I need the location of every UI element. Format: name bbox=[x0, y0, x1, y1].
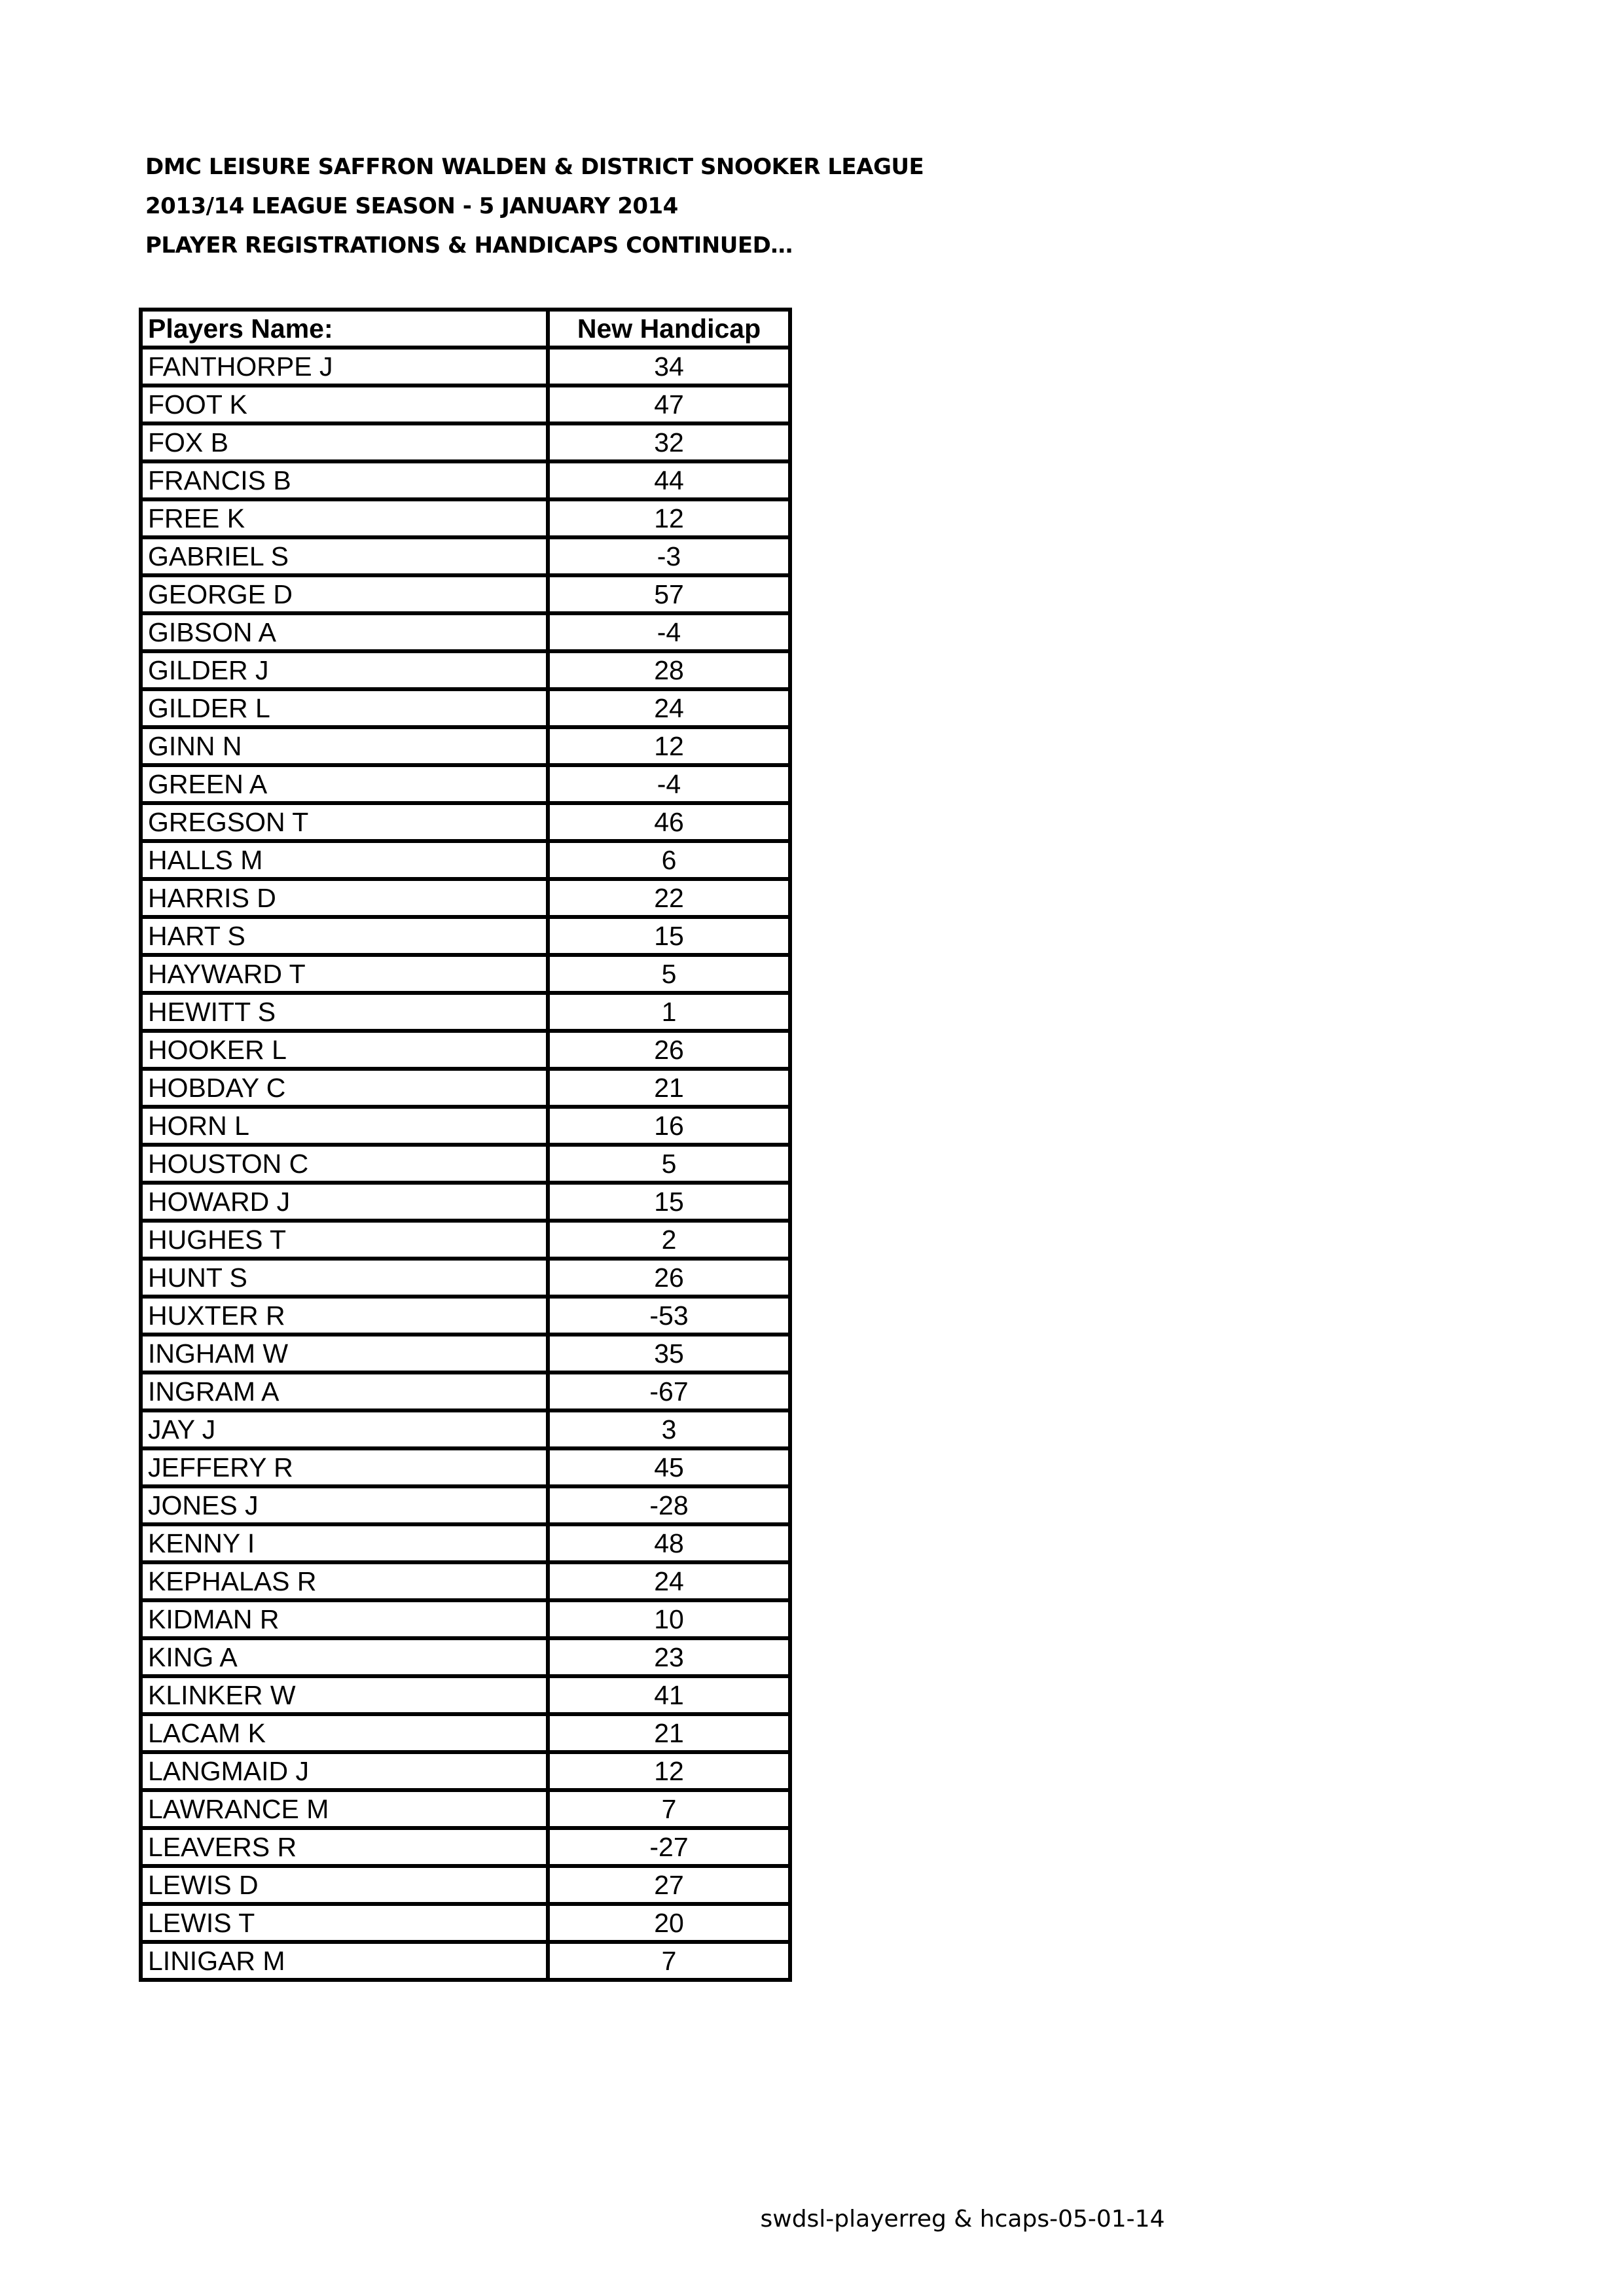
handicap-cell: 15 bbox=[548, 917, 790, 955]
table-row bbox=[141, 689, 790, 727]
player-name-cell: LEWIS D bbox=[141, 1866, 548, 1904]
table-row bbox=[141, 1866, 790, 1904]
player-name-cell: GINN N bbox=[141, 727, 548, 765]
handicap-cell: 57 bbox=[548, 575, 790, 613]
player-name-cell: KENNY I bbox=[141, 1524, 548, 1562]
handicap-cell: 26 bbox=[548, 1259, 790, 1297]
table-row bbox=[141, 386, 790, 423]
player-name-cell: GABRIEL S bbox=[141, 537, 548, 575]
column-header-new-handicap: New Handicap bbox=[548, 310, 790, 348]
handicap-cell: 15 bbox=[548, 1183, 790, 1221]
table-row bbox=[141, 803, 790, 841]
table-row bbox=[141, 461, 790, 499]
document-header bbox=[145, 147, 924, 265]
player-name-cell: KEPHALAS R bbox=[141, 1562, 548, 1600]
handicap-cell: 28 bbox=[548, 651, 790, 689]
table-row bbox=[141, 1448, 790, 1486]
table-row bbox=[141, 955, 790, 993]
handicap-cell: 10 bbox=[548, 1600, 790, 1638]
player-name-cell: HUXTER R bbox=[141, 1297, 548, 1335]
table-row bbox=[141, 613, 790, 651]
table-row bbox=[141, 1638, 790, 1676]
table-row bbox=[141, 537, 790, 575]
table-row bbox=[141, 1410, 790, 1448]
player-name-cell: HARRIS D bbox=[141, 879, 548, 917]
handicap-cell: 24 bbox=[548, 689, 790, 727]
handicap-cell: 32 bbox=[548, 423, 790, 461]
handicap-cell: 24 bbox=[548, 1562, 790, 1600]
handicap-cell: 20 bbox=[548, 1904, 790, 1942]
table-row bbox=[141, 1600, 790, 1638]
handicap-cell: 12 bbox=[548, 499, 790, 537]
section-title: PLAYER REGISTRATIONS & HANDICAPS CONTINUED… bbox=[145, 232, 793, 259]
player-name-cell: HOWARD J bbox=[141, 1183, 548, 1221]
league-title: DMC LEISURE SAFFRON WALDEN & DISTRICT SNOOKER LEAGUE bbox=[145, 154, 924, 180]
handicap-cell: 26 bbox=[548, 1031, 790, 1069]
table-row bbox=[141, 499, 790, 537]
player-name-cell: GILDER J bbox=[141, 651, 548, 689]
handicap-cell: -3 bbox=[548, 537, 790, 575]
footer-filename: swdsl-playerreg & hcaps-05-01-14 bbox=[760, 2206, 1165, 2233]
handicap-cell: 21 bbox=[548, 1714, 790, 1752]
player-name-cell: HUNT S bbox=[141, 1259, 548, 1297]
handicap-cell: 34 bbox=[548, 348, 790, 386]
table-row bbox=[141, 1790, 790, 1828]
player-name-cell: GREEN A bbox=[141, 765, 548, 803]
player-name-cell: HUGHES T bbox=[141, 1221, 548, 1259]
table-row bbox=[141, 1828, 790, 1866]
table-row bbox=[141, 575, 790, 613]
player-name-cell: FANTHORPE J bbox=[141, 348, 548, 386]
player-name-cell: HOOKER L bbox=[141, 1031, 548, 1069]
handicap-cell: 41 bbox=[548, 1676, 790, 1714]
player-name-cell: JONES J bbox=[141, 1486, 548, 1524]
table-row bbox=[141, 917, 790, 955]
table-header-row bbox=[141, 310, 790, 348]
player-name-cell: FREE K bbox=[141, 499, 548, 537]
table-row bbox=[141, 1107, 790, 1145]
player-name-cell: GIBSON A bbox=[141, 613, 548, 651]
handicap-cell: 2 bbox=[548, 1221, 790, 1259]
handicap-cell: 48 bbox=[548, 1524, 790, 1562]
player-name-cell: HOBDAY C bbox=[141, 1069, 548, 1107]
player-name-cell: JAY J bbox=[141, 1410, 548, 1448]
player-name-cell: KIDMAN R bbox=[141, 1600, 548, 1638]
table-row bbox=[141, 1031, 790, 1069]
handicap-cell: 47 bbox=[548, 386, 790, 423]
handicap-cell: -53 bbox=[548, 1297, 790, 1335]
table-row bbox=[141, 1676, 790, 1714]
table-row bbox=[141, 1942, 790, 1980]
table-row bbox=[141, 765, 790, 803]
handicap-cell: 21 bbox=[548, 1069, 790, 1107]
handicap-cell: 5 bbox=[548, 955, 790, 993]
table-row bbox=[141, 1297, 790, 1335]
table-row bbox=[141, 879, 790, 917]
table-row bbox=[141, 1259, 790, 1297]
player-name-cell: INGHAM W bbox=[141, 1335, 548, 1372]
player-name-cell: KING A bbox=[141, 1638, 548, 1676]
player-name-cell: HART S bbox=[141, 917, 548, 955]
handicap-cell: 16 bbox=[548, 1107, 790, 1145]
table-row bbox=[141, 348, 790, 386]
handicap-cell: 1 bbox=[548, 993, 790, 1031]
season-date: 2013/14 LEAGUE SEASON - 5 JANUARY 2014 bbox=[145, 193, 678, 219]
table-row bbox=[141, 1335, 790, 1372]
player-name-cell: FRANCIS B bbox=[141, 461, 548, 499]
table-row bbox=[141, 1069, 790, 1107]
player-name-cell: HEWITT S bbox=[141, 993, 548, 1031]
handicap-cell: -4 bbox=[548, 765, 790, 803]
handicap-cell: -67 bbox=[548, 1372, 790, 1410]
player-name-cell: JEFFERY R bbox=[141, 1448, 548, 1486]
table-row bbox=[141, 1372, 790, 1410]
handicap-cell: 7 bbox=[548, 1942, 790, 1980]
table-row bbox=[141, 423, 790, 461]
player-name-cell: FOOT K bbox=[141, 386, 548, 423]
player-name-cell: LEWIS T bbox=[141, 1904, 548, 1942]
player-name-cell: HALLS M bbox=[141, 841, 548, 879]
player-name-cell: GREGSON T bbox=[141, 803, 548, 841]
player-name-cell: FOX B bbox=[141, 423, 548, 461]
handicap-cell: 46 bbox=[548, 803, 790, 841]
table-row bbox=[141, 841, 790, 879]
player-name-cell: LINIGAR M bbox=[141, 1942, 548, 1980]
table-row bbox=[141, 1183, 790, 1221]
handicap-cell: 3 bbox=[548, 1410, 790, 1448]
handicap-cell: 27 bbox=[548, 1866, 790, 1904]
handicap-cell: 45 bbox=[548, 1448, 790, 1486]
player-name-cell: LACAM K bbox=[141, 1714, 548, 1752]
player-name-cell: HORN L bbox=[141, 1107, 548, 1145]
table-body bbox=[141, 348, 790, 1980]
table-row bbox=[141, 1752, 790, 1790]
player-name-cell: LEAVERS R bbox=[141, 1828, 548, 1866]
column-header-player-name: Players Name: bbox=[141, 310, 548, 348]
table-row bbox=[141, 1714, 790, 1752]
handicap-cell: 7 bbox=[548, 1790, 790, 1828]
handicap-cell: 35 bbox=[548, 1335, 790, 1372]
handicap-cell: 44 bbox=[548, 461, 790, 499]
table-row bbox=[141, 993, 790, 1031]
table-row bbox=[141, 651, 790, 689]
player-name-cell: LAWRANCE M bbox=[141, 1790, 548, 1828]
handicap-cell: -28 bbox=[548, 1486, 790, 1524]
player-name-cell: HOUSTON C bbox=[141, 1145, 548, 1183]
handicap-cell: 12 bbox=[548, 1752, 790, 1790]
table-row bbox=[141, 727, 790, 765]
table-row bbox=[141, 1145, 790, 1183]
player-name-cell: GEORGE D bbox=[141, 575, 548, 613]
handicap-cell: 23 bbox=[548, 1638, 790, 1676]
table-row bbox=[141, 1221, 790, 1259]
handicap-cell: -4 bbox=[548, 613, 790, 651]
player-name-cell: HAYWARD T bbox=[141, 955, 548, 993]
player-name-cell: KLINKER W bbox=[141, 1676, 548, 1714]
handicap-cell: 5 bbox=[548, 1145, 790, 1183]
player-name-cell: LANGMAID J bbox=[141, 1752, 548, 1790]
handicap-cell: 12 bbox=[548, 727, 790, 765]
handicap-cell: 6 bbox=[548, 841, 790, 879]
table-row bbox=[141, 1486, 790, 1524]
registrations-table bbox=[139, 308, 792, 1982]
player-name-cell: GILDER L bbox=[141, 689, 548, 727]
handicap-cell: -27 bbox=[548, 1828, 790, 1866]
handicap-cell: 22 bbox=[548, 879, 790, 917]
player-name-cell: INGRAM A bbox=[141, 1372, 548, 1410]
table-row bbox=[141, 1562, 790, 1600]
table-row bbox=[141, 1524, 790, 1562]
table-row bbox=[141, 1904, 790, 1942]
